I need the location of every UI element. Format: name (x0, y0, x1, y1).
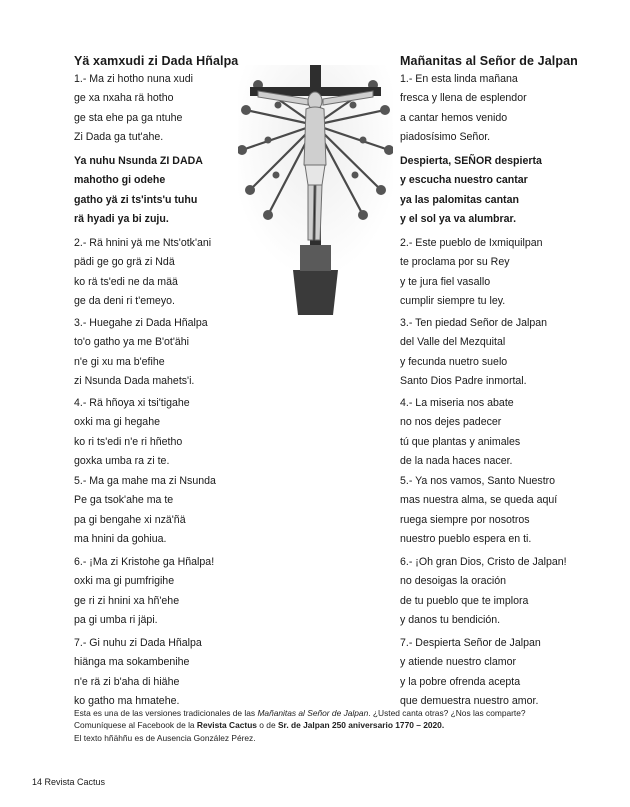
left-stanza (74, 634, 202, 711)
stanza-line: pa gi umba ri jäpi. (74, 613, 158, 626)
right-stanza (400, 634, 541, 711)
stanza-line: 2.- Rä hnini yä me Nts'otk'ani (74, 237, 212, 249)
stanza-line: 3.- Huegahe zi Dada Hñalpa (74, 317, 208, 329)
stanza-line: no desoigas la oración (400, 575, 507, 588)
stanza-line: 6.- ¡Ma zi Kristohe ga Hñalpa! (74, 556, 215, 568)
stanza-line: 6.- ¡Oh gran Dios, Cristo de Jalpan! (400, 556, 567, 568)
stanza-line: a cantar hemos venido (400, 111, 508, 124)
left-column-title: Yä xamxudi zi Dada Hñalpa (74, 54, 239, 68)
stanza-line: cumplir siempre tu ley. (400, 294, 506, 307)
stanza-line: y la pobre ofrenda acepta (400, 675, 521, 688)
right-column-title: Mañanitas al Señor de Jalpan (400, 54, 578, 68)
page-number: 14 (32, 777, 43, 787)
stanza-line: ge xa nxaha rä hotho (74, 92, 174, 105)
left-stanza (74, 472, 216, 549)
page-footer (32, 777, 105, 787)
right-stanza (400, 152, 542, 229)
stanza-line: oxki ma gi pumfrigihe (74, 575, 175, 588)
stanza-line: 1.- Ma zi hotho nuna xudi (74, 73, 193, 85)
stanza-line: de tu pueblo que te implora (400, 594, 529, 607)
stanza-line: 5.- Ma ga mahe ma zi Nsunda (74, 475, 216, 487)
stanza-line: y danos tu bendición. (400, 613, 501, 626)
stanza-line: oxki ma gi hegahe (74, 416, 160, 429)
stanza-line: Despierta, SEÑOR despierta (400, 155, 542, 167)
stanza-line: te proclama por su Rey (400, 256, 510, 269)
stanza-line: ya las palomitas cantan (400, 193, 519, 206)
stanza-line: Santo Dios Padre inmortal. (400, 374, 527, 387)
stanza-line: y el sol ya va alumbrar. (400, 212, 517, 225)
stanza-line: ge sta ehe pa ga ntuhe (74, 111, 183, 124)
stanza-line: n'e rä zi b'aha di hiähe (74, 675, 180, 688)
left-stanza (74, 314, 208, 391)
stanza-line: pädi ge go grä zi Ndä (74, 256, 175, 269)
stanza-line: 2.- Este pueblo de Ixmiquilpan (400, 237, 543, 249)
right-stanza (400, 472, 557, 549)
stanza-line: Ya nuhu Nsunda ZI DADA (74, 155, 203, 167)
right-stanza (400, 314, 547, 391)
stanza-line: 7.- Despierta Señor de Jalpan (400, 637, 541, 649)
stanza-line: y fecunda nuetro suelo (400, 355, 508, 368)
footnote-line-2: Comuníquese al Facebook de la Revista Cactus o de Sr. de Jalpan 250 aniversario 1770 – 2020. (74, 720, 445, 731)
stanza-line: nuestro pueblo espera en ti. (400, 532, 532, 545)
stanza-line: pa gi bengahe xi nzä'ñä (74, 513, 186, 526)
magazine-name: Revista Cactus (44, 777, 106, 787)
stanza-line: ko ri ts'edi n'e ri hñetho (74, 435, 183, 448)
stanza-line: 4.- La miseria nos abate (400, 397, 514, 409)
stanza-line: Pe ga tsok'ahe ma te (74, 494, 174, 507)
stanza-line: que demuestra nuestro amor. (400, 694, 539, 707)
stanza-line: fresca y llena de esplendor (400, 92, 527, 105)
left-stanza (74, 70, 193, 147)
stanza-line: no nos dejes padecer (400, 416, 502, 429)
stanza-line: ko rä ts'edi ne da mää (74, 275, 178, 288)
stanza-line: n'e gi xu ma b'efihe (74, 355, 165, 368)
left-stanza (74, 234, 211, 311)
right-stanza (400, 394, 520, 471)
footnote-line-3: El texto hñähñu es de Ausencia González Pérez. (74, 732, 256, 743)
stanza-line: ge da deni ri t'emeyo. (74, 294, 175, 307)
crucifix-image (238, 65, 393, 315)
stanza-line: goxka umba ra zi te. (74, 454, 170, 467)
footnote-line-1: Esta es una de las versiones tradicionales de las Mañanitas al Señor de Jalpan. ¿Usted canta otras? ¿Nos las comparte? (74, 708, 526, 718)
stanza-line: rä hyadi ya bi zuju. (74, 212, 169, 225)
stanza-line: 3.- Ten piedad Señor de Jalpan (400, 317, 548, 329)
stanza-line: y escucha nuestro cantar (400, 174, 528, 187)
stanza-line: ko gatho ma hmatehe. (74, 694, 180, 707)
stanza-line: mas nuestra alma, se queda aquí (400, 494, 558, 507)
stanza-line: y atiende nuestro clamor (400, 656, 517, 669)
right-stanza (400, 234, 543, 311)
stanza-line: mahotho gi odehe (74, 174, 166, 187)
stanza-line: to'o gatho ya me B'ot'ähi (74, 336, 190, 349)
left-stanza (74, 553, 214, 630)
right-stanza (400, 70, 527, 147)
stanza-line: del Valle del Mezquital (400, 336, 506, 349)
stanza-line: 7.- Gi nuhu zi Dada Hñalpa (74, 637, 202, 649)
stanza-line: ruega siempre por nosotros (400, 513, 530, 526)
stanza-line: ma hnini da gohiua. (74, 532, 167, 545)
stanza-line: de la nada haces nacer. (400, 454, 513, 467)
stanza-line: 5.- Ya nos vamos, Santo Nuestro (400, 475, 556, 487)
right-stanza (400, 553, 567, 630)
stanza-line: y te jura fiel vasallo (400, 275, 491, 288)
footnote (74, 707, 574, 744)
stanza-line: ge ri zi hnini xa hñ'ehe (74, 594, 180, 607)
stanza-line: piadosísimo Señor. (400, 130, 491, 143)
left-stanza (74, 394, 190, 471)
stanza-line: 4.- Rä hñoya xi tsi'tigahe (74, 397, 190, 409)
stanza-line: gatho yä zi ts'ints'u tuhu (74, 193, 198, 206)
stanza-line: Zi Dada ga tut'ahe. (74, 130, 164, 143)
left-stanza (74, 152, 203, 229)
stanza-line: hiänga ma sokambenihe (74, 656, 190, 669)
stanza-line: zi Nsunda Dada mahets'i. (74, 374, 195, 387)
stanza-line: 1.- En esta linda mañana (400, 73, 518, 85)
stanza-line: tú que plantas y animales (400, 435, 521, 448)
